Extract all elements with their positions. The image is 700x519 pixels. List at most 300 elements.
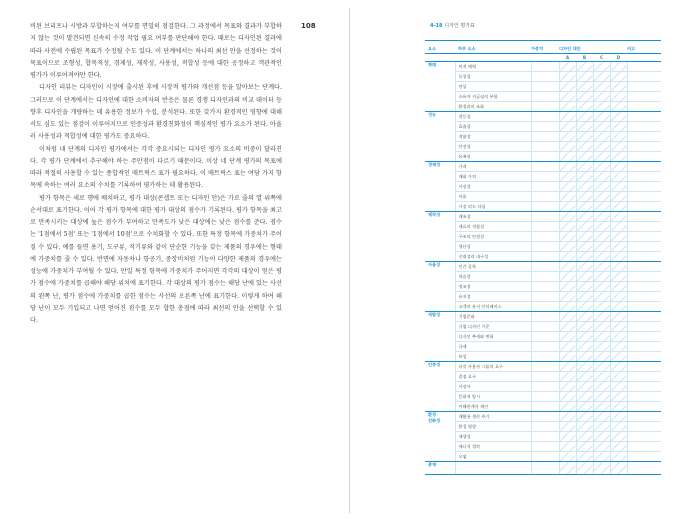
table-row <box>425 412 661 422</box>
score-cell <box>576 402 593 412</box>
note-cell <box>627 362 661 372</box>
weight-cell <box>531 172 559 182</box>
table-row <box>425 82 661 92</box>
note-cell <box>627 352 661 362</box>
note-cell <box>627 432 661 442</box>
score-cell <box>610 292 627 302</box>
table-row <box>425 92 661 102</box>
score-cell <box>559 412 576 422</box>
weight-cell <box>531 322 559 332</box>
score-cell <box>593 212 610 222</box>
score-cell <box>559 142 576 152</box>
category-cell: 사용성 <box>425 262 455 312</box>
sub-item-cell: 구조의 안정성 <box>455 232 531 242</box>
score-cell <box>593 262 610 272</box>
score-cell <box>610 62 627 72</box>
score-cell <box>559 172 576 182</box>
sub-item-cell: 미적 매력 <box>455 62 531 72</box>
score-cell <box>610 442 627 452</box>
book-spine <box>349 8 350 513</box>
note-cell <box>627 262 661 272</box>
score-cell <box>576 312 593 322</box>
sub-item-cell: 안전성 <box>455 142 531 152</box>
note-cell <box>627 272 661 282</box>
score-cell <box>576 222 593 232</box>
score-cell <box>576 152 593 162</box>
weight-cell <box>531 272 559 282</box>
score-cell <box>593 372 610 382</box>
note-cell <box>627 212 661 222</box>
evaluation-table <box>425 44 661 475</box>
header-design: 디자인 대안 <box>559 44 627 54</box>
weight-cell <box>531 212 559 222</box>
weight-cell <box>531 112 559 122</box>
table-row <box>425 142 661 152</box>
note-cell <box>627 322 661 332</box>
score-cell <box>559 332 576 342</box>
category-cell: 경제성 <box>425 162 455 212</box>
sub-item-cell: 기업문화 <box>455 312 531 322</box>
score-cell <box>593 312 610 322</box>
score-cell <box>610 452 627 462</box>
score-cell <box>559 242 576 252</box>
score-cell <box>576 142 593 152</box>
note-cell <box>627 82 661 92</box>
score-cell <box>593 92 610 102</box>
note-cell <box>627 242 661 252</box>
sub-item-cell: 이해관계자 제안 <box>455 402 531 412</box>
sub-item-cell: 기업 디자인 기준 <box>455 322 531 332</box>
score-cell <box>559 62 576 72</box>
note-cell <box>627 62 661 72</box>
table-row <box>425 192 661 202</box>
score-cell <box>576 432 593 442</box>
table-row <box>425 112 661 122</box>
caption-label: 4-18 <box>430 23 443 29</box>
table-row <box>425 62 661 72</box>
weight-cell <box>531 282 559 292</box>
score-cell <box>576 252 593 262</box>
score-cell <box>610 92 627 102</box>
score-cell <box>559 362 576 372</box>
header-category: 요소 <box>425 44 455 54</box>
score-cell <box>610 402 627 412</box>
note-cell <box>627 72 661 82</box>
sub-item-cell: 디자인 추세와 변화 <box>455 332 531 342</box>
table-row <box>425 72 661 82</box>
weight-cell <box>531 92 559 102</box>
score-cell <box>576 362 593 372</box>
weight-cell <box>531 342 559 352</box>
score-cell <box>559 182 576 192</box>
sub-item-cell: 타깃 사용자 그룹의 요구 <box>455 362 531 372</box>
score-cell <box>593 102 610 112</box>
score-cell <box>610 212 627 222</box>
score-cell <box>559 212 576 222</box>
score-cell <box>610 132 627 142</box>
note-cell <box>627 102 661 112</box>
table-row <box>425 122 661 132</box>
sub-item-cell: 환경 영향 <box>455 422 531 432</box>
score-cell <box>559 432 576 442</box>
score-cell <box>559 402 576 412</box>
score-cell <box>593 282 610 292</box>
score-cell <box>593 162 610 172</box>
score-cell <box>559 282 576 292</box>
sub-item-cell: 문화적 암시 <box>455 392 531 402</box>
score-cell <box>576 192 593 202</box>
score-cell <box>610 202 627 212</box>
score-cell <box>593 292 610 302</box>
score-cell <box>610 302 627 312</box>
sub-item-cell: 소유자 지급심의 부합 <box>455 92 531 102</box>
score-cell <box>593 342 610 352</box>
score-cell <box>576 62 593 72</box>
score-cell <box>576 272 593 282</box>
category-cell: 적합성 <box>425 312 455 362</box>
score-cell <box>559 392 576 402</box>
score-cell <box>610 382 627 392</box>
paragraph: 디자인 리뷰는 디자인이 시장에 출시된 후에 시장적 평가와 개선점 등을 알아보는 단계다. 그러므로 이 단계에서는 디자인에 대한 소비자의 반응은 물론 경쟁 디자인과의 비교 데이터 등 향후 디자인을 개량하는 데 유용한 정보가 수집, 분석된다. 또한 갖가지 환경적인 영향에 대해서도 심도 있는 점검이 이루어지므로 인증성과 환경친화성이 핵심적인 평가 요소가 된다. 아울러 사용성과 적합성에 대한 평가도 중요하다. <box>30 84 282 141</box>
weight-cell <box>531 232 559 242</box>
score-cell <box>593 222 610 232</box>
score-cell <box>610 362 627 372</box>
score-cell <box>559 72 576 82</box>
score-cell <box>576 172 593 182</box>
table-row <box>425 452 661 462</box>
table-row <box>425 402 661 412</box>
design-col-c: C <box>593 54 610 62</box>
score-cell <box>576 452 593 462</box>
sub-item-cell: 환경과의 조화 <box>455 102 531 112</box>
table-row <box>425 372 661 382</box>
header-item: 하부 요소 <box>455 44 531 54</box>
score-cell <box>593 132 610 142</box>
weight-cell <box>531 192 559 202</box>
score-cell <box>610 182 627 192</box>
score-cell <box>593 422 610 432</box>
score-cell <box>593 182 610 192</box>
score-cell <box>610 412 627 422</box>
weight-cell <box>531 202 559 212</box>
score-cell <box>610 432 627 442</box>
score-cell <box>559 422 576 432</box>
header-note: 비고 <box>627 44 661 54</box>
note-cell <box>627 382 661 392</box>
score-cell <box>593 302 610 312</box>
score-cell <box>593 332 610 342</box>
score-cell <box>559 372 576 382</box>
weight-cell <box>531 302 559 312</box>
sub-item-cell: 시장사 <box>455 382 531 392</box>
weight-cell <box>531 312 559 322</box>
score-cell <box>593 442 610 452</box>
score-cell <box>576 342 593 352</box>
score-cell <box>610 152 627 162</box>
score-cell <box>559 192 576 202</box>
category-cell: 환경 친화성 <box>425 412 455 462</box>
sub-item-cell: 작동성 <box>455 112 531 122</box>
note-cell <box>627 392 661 402</box>
score-cell <box>610 242 627 252</box>
score-cell <box>610 162 627 172</box>
score-cell <box>610 322 627 332</box>
sub-item-cell: 유족성 <box>455 152 531 162</box>
sub-item-cell: 효율성 <box>455 122 531 132</box>
score-cell <box>559 352 576 362</box>
weight-cell <box>531 62 559 72</box>
score-cell <box>559 342 576 352</box>
score-cell <box>559 162 576 172</box>
weight-cell <box>531 242 559 252</box>
score-cell <box>593 242 610 252</box>
table-row <box>425 242 661 252</box>
note-cell <box>627 372 661 382</box>
score-cell <box>559 302 576 312</box>
note-cell <box>627 152 661 162</box>
weight-cell <box>531 142 559 152</box>
table-row <box>425 182 661 192</box>
score-cell <box>576 92 593 102</box>
score-cell <box>576 262 593 272</box>
note-cell <box>627 332 661 342</box>
weight-cell <box>531 252 559 262</box>
weight-cell <box>531 292 559 302</box>
note-cell <box>627 182 661 192</box>
score-cell <box>576 232 593 242</box>
score-cell <box>593 392 610 402</box>
note-cell <box>627 162 661 172</box>
score-cell <box>593 432 610 442</box>
table-row <box>425 252 661 262</box>
score-cell <box>576 242 593 252</box>
score-cell <box>576 102 593 112</box>
body-text <box>30 21 282 327</box>
weight-cell <box>531 412 559 422</box>
sub-item-cell: 유지성 <box>455 292 531 302</box>
score-cell <box>576 292 593 302</box>
table-row <box>425 362 661 372</box>
table-row <box>425 282 661 292</box>
score-cell <box>576 332 593 342</box>
note-cell <box>627 402 661 412</box>
sub-item-cell: 독창성 <box>455 72 531 82</box>
sub-item-cell: 학습성 <box>455 272 531 282</box>
sub-item-cell: 신뢰성과 내구성 <box>455 252 531 262</box>
sub-item-cell: 제조성 <box>455 212 531 222</box>
weight-cell <box>531 102 559 112</box>
score-cell <box>576 392 593 402</box>
sub-item-cell: 에너지 절약 <box>455 442 531 452</box>
paragraph: 평가 항목은 세로 행에 배치하고, 평가 대상(콘셉트 또는 디자인 안)은 가로 줄의 열 위쪽에 순서대로 표기한다. 이어 각 평가 항목에 대한 평가 대상의 점수가 기록된다. 평가 항목을 최고로 만족시키는 대상에 높은 점수가 부여하고 만족도가 낮은 대상에는 낮은 점수를 준다. 점수는 '1점에서 5점' 또는 '1점에서 10점'으로 수치화할 수 있다. 또한 특정 항목에 가중치가 주어질 수 있다. 예를 들면 용기, 도구류, 직기류와 같이 단순한 기능을 갖는 제품의 경우에는 형태에 가중치를 줄 수 있다. 반면에 자동차나 항공기, 중장비처럼 기능이 다양한 제품의 경우에는 성능에 가중치가 부여될 수 있다. 만일 특정 항목에 가중치가 주어지면 각각의 대상이 얻은 평가 점수에 가중치를 곱해야 해당 위치에 표기한다. 각 대상의 평가 점수는 해당 난에 있는 사선의 왼쪽 난, 평가 점수에 가중치를 곱한 점수는 사선의 오른쪽 난에 표기한다. 이렇게 하여 해당 난이 모두 기입되고 나면 얻어진 점수를 모두 합한 총점에 따라 최선의 안을 선택할 수 있다. <box>30 194 282 324</box>
note-cell <box>627 232 661 242</box>
score-cell <box>559 132 576 142</box>
note-cell <box>627 92 661 102</box>
weight-cell <box>531 442 559 452</box>
note-cell <box>627 452 661 462</box>
sub-item-cell: 인간 공학 <box>455 262 531 272</box>
table-row <box>425 332 661 342</box>
weight-cell <box>531 432 559 442</box>
score-cell <box>610 82 627 92</box>
sub-item-cell: 규제 <box>455 342 531 352</box>
note-cell <box>627 412 661 422</box>
category-cell: 인증성 <box>425 362 455 412</box>
score-cell <box>593 142 610 152</box>
weight-cell <box>531 372 559 382</box>
sub-item-cell: 이윤 <box>455 192 531 202</box>
score-cell <box>593 452 610 462</box>
score-cell <box>559 152 576 162</box>
score-cell <box>559 272 576 282</box>
table-caption <box>430 22 475 29</box>
score-cell <box>593 122 610 132</box>
score-cell <box>559 252 576 262</box>
score-cell <box>610 222 627 232</box>
score-cell <box>559 122 576 132</box>
note-cell <box>627 172 661 182</box>
weight-cell <box>531 162 559 172</box>
score-cell <box>610 192 627 202</box>
design-col-d: D <box>610 54 627 62</box>
weight-cell <box>531 362 559 372</box>
score-cell <box>559 312 576 322</box>
note-cell <box>627 112 661 122</box>
table-row <box>425 382 661 392</box>
weight-cell <box>531 392 559 402</box>
table-row <box>425 172 661 182</box>
sub-item-cell: 재화 가치 <box>455 172 531 182</box>
score-cell <box>610 172 627 182</box>
score-cell <box>559 92 576 102</box>
score-cell <box>593 112 610 122</box>
note-cell <box>627 192 661 202</box>
score-cell <box>593 172 610 182</box>
note-cell <box>627 342 661 352</box>
score-cell <box>593 72 610 82</box>
weight-cell <box>531 352 559 362</box>
score-cell <box>593 82 610 92</box>
note-cell <box>627 312 661 322</box>
weight-cell <box>531 452 559 462</box>
score-cell <box>593 412 610 422</box>
table-row <box>425 442 661 452</box>
table-row <box>425 132 661 142</box>
score-cell <box>576 302 593 312</box>
score-cell <box>576 112 593 122</box>
weight-cell <box>531 152 559 162</box>
weight-cell <box>531 182 559 192</box>
table-row <box>425 352 661 362</box>
note-cell <box>627 122 661 132</box>
table-row <box>425 322 661 332</box>
sub-item-cell: 재생성 <box>455 432 531 442</box>
weight-cell <box>531 222 559 232</box>
score-cell <box>610 252 627 262</box>
note-cell <box>627 292 661 302</box>
note-cell <box>627 142 661 152</box>
sub-item-cell: 고객의 유저 인터페이스 <box>455 302 531 312</box>
score-cell <box>559 222 576 232</box>
total-label: 총계 <box>425 462 455 475</box>
score-cell <box>576 212 593 222</box>
weight-cell <box>531 382 559 392</box>
score-cell <box>593 202 610 212</box>
score-cell <box>576 372 593 382</box>
table-row <box>425 152 661 162</box>
score-cell <box>576 282 593 292</box>
note-cell <box>627 302 661 312</box>
page-number: 108 <box>301 22 316 30</box>
score-cell <box>576 182 593 192</box>
table-row <box>425 162 661 172</box>
category-cell: 제작성 <box>425 212 455 262</box>
score-cell <box>593 272 610 282</box>
table-row <box>425 212 661 222</box>
table-top-rule <box>425 40 661 41</box>
design-col-a: A <box>559 54 576 62</box>
note-cell <box>627 202 661 212</box>
table-row <box>425 202 661 212</box>
sub-item-cell: 결점 요구 <box>455 372 531 382</box>
header-weight: 가중치 <box>531 44 559 54</box>
score-cell <box>593 352 610 362</box>
score-cell <box>610 342 627 352</box>
sub-item-cell: 생산성 <box>455 242 531 252</box>
sub-item-cell: 적합성 <box>455 132 531 142</box>
score-cell <box>559 452 576 462</box>
score-cell <box>610 112 627 122</box>
table-row <box>425 302 661 312</box>
total-row <box>425 462 661 475</box>
score-cell <box>576 122 593 132</box>
score-cell <box>576 162 593 172</box>
score-cell <box>593 152 610 162</box>
score-cell <box>610 422 627 432</box>
category-cell: 형태 <box>425 62 455 112</box>
note-cell <box>627 442 661 452</box>
score-cell <box>610 352 627 362</box>
weight-cell <box>531 72 559 82</box>
score-cell <box>576 72 593 82</box>
weight-cell <box>531 122 559 132</box>
design-col-b: B <box>576 54 593 62</box>
score-cell <box>576 82 593 92</box>
score-cell <box>593 62 610 72</box>
paragraph: 이처럼 네 단계의 디자인 평가에서는 각각 중요시되는 디자인 평가 요소의 비중이 달라진다. 각 평가 단계에서 추구해야 하는 주안점이 다르기 때문이다. 이상 네 단계 평가의 목표에 따라 적절히 사용할 수 있는 종합적인 매트릭스 표가 필요하다. 이 매트릭스 표는 여담 가지 항목에 속하는 여러 요소의 수치를 기록하여 평가하는 데 활용된다. <box>30 145 282 190</box>
table-row <box>425 292 661 302</box>
score-cell <box>610 262 627 272</box>
score-cell <box>610 142 627 152</box>
score-cell <box>576 382 593 392</box>
score-cell <box>576 422 593 432</box>
score-cell <box>593 402 610 412</box>
score-cell <box>559 442 576 452</box>
score-cell <box>593 192 610 202</box>
score-cell <box>593 232 610 242</box>
paragraph: 비된 브리프나 시방과 부합하는지 여부를 면밀히 점검한다. 그 과정에서 목표와 결과가 부합하지 않는 것이 발견되면 신속히 수정 작업 필요 여부를 판단해야 한다. 때로는 디자인된 결과에 따라 사전에 수립된 목표가 수정될 수도 있다. 이 단계에서는 하나의 최선 안을 선정하는 것이 목표이므로 조형성, 합목적성, 경제성, 제작성, 사용성, 적합성 등에 대한 공정하고 객관적인 평가가 이루어져야만 한다. <box>30 23 282 79</box>
score-cell <box>559 232 576 242</box>
score-cell <box>576 202 593 212</box>
weight-cell <box>531 82 559 92</box>
table-row <box>425 102 661 112</box>
score-cell <box>559 82 576 92</box>
score-cell <box>559 292 576 302</box>
score-cell <box>593 322 610 332</box>
score-cell <box>576 132 593 142</box>
score-cell <box>576 442 593 452</box>
score-cell <box>576 322 593 332</box>
